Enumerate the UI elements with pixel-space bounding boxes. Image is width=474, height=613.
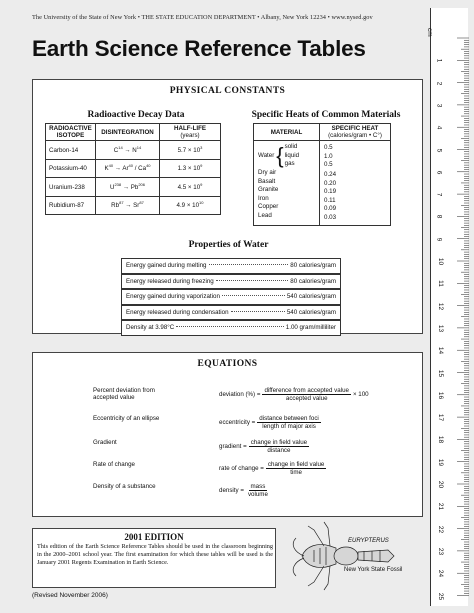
equation-lhs: rate of change = <box>219 465 264 473</box>
water-property-label: Energy gained during melting <box>126 262 207 270</box>
ruler-number: 25 <box>437 592 445 600</box>
water-property-cell <box>121 289 341 305</box>
heats-material-col <box>254 141 320 225</box>
decay-header-halflife: HALF-LIFE (years) <box>160 124 221 141</box>
decay-table <box>45 123 221 215</box>
ruler-number: 10 <box>437 257 445 266</box>
water-property-label: Density at 3.98°C <box>126 324 175 332</box>
water-property-cell <box>121 305 341 321</box>
water-property-row <box>121 305 341 321</box>
heat-material: Basalt <box>258 177 276 185</box>
heats-table <box>253 123 391 226</box>
water-property-row <box>121 289 341 305</box>
header-line: The University of the State of New York • THE STATE EDUCATION DEPARTMENT • Albany, New York 12234 • www.nysed.gov <box>32 14 373 21</box>
heat-value: 0.20 <box>324 179 337 187</box>
physical-constants-panel <box>32 79 423 334</box>
heat-value: 0.24 <box>324 171 337 179</box>
water-value-gas: 0.5 <box>324 161 333 169</box>
water-property-value: 80 calories/gram <box>290 277 336 285</box>
equations-panel <box>32 352 423 517</box>
water-property-cell <box>121 258 341 274</box>
leader-dots <box>222 295 285 296</box>
decay-disintegration: $C^{14} \to N^{14}$ <box>96 141 160 160</box>
heat-value: 0.03 <box>324 214 337 221</box>
decay-isotope: Potassium-40 <box>46 159 96 178</box>
heats-value-col <box>320 141 391 225</box>
ruler-number: 4 <box>435 125 443 130</box>
equation-denominator: accepted value <box>285 395 328 403</box>
fossil-name: EURYPTERUS <box>348 538 389 544</box>
water-property-value: 540 calories/gram <box>286 293 336 301</box>
ruler-number: 3 <box>435 103 443 108</box>
decay-header-disintegration: DISINTEGRATION <box>96 124 160 141</box>
decay-half-life: $4.9 \times 10^{10}$ <box>160 196 221 215</box>
equation-numerator: change in field value <box>267 461 325 468</box>
heat-material: Copper <box>258 203 279 211</box>
leader-dots <box>176 326 284 327</box>
ruler-number: 1 <box>435 58 443 63</box>
heat-material: Granite <box>258 186 279 194</box>
ruler-number: 24 <box>437 570 445 578</box>
revised-note: (Revised November 2006) <box>32 592 108 599</box>
ruler-number: 20 <box>437 480 445 489</box>
heat-value: 0.09 <box>324 205 337 213</box>
water-properties-title: Properties of Water <box>188 240 269 250</box>
ruler-number: 21 <box>437 503 445 511</box>
equation-denominator: distance <box>267 447 291 455</box>
edition-panel <box>32 528 276 588</box>
centimeter-ruler <box>426 8 468 606</box>
heat-material: Dry air <box>258 169 277 177</box>
equation-denominator: length of major axis <box>262 423 316 431</box>
ruler-number: 14 <box>437 347 445 355</box>
page-title: Earth Science Reference Tables <box>32 36 366 61</box>
ruler-number: 16 <box>437 391 445 399</box>
water-property-cell <box>121 320 341 336</box>
ruler-unit: cm <box>426 28 433 37</box>
equation-formula <box>219 415 323 431</box>
ruler-number: 6 <box>435 170 443 175</box>
ruler-number: 8 <box>435 215 443 219</box>
heats-header-material: MATERIAL <box>254 124 320 141</box>
water-state-gas: gas <box>284 160 295 168</box>
equation-label: Density of a substance <box>93 483 156 490</box>
water-properties-table <box>121 258 341 336</box>
equation-fraction <box>262 387 351 403</box>
ruler-number: 5 <box>435 148 443 152</box>
equation-numerator: change in field value <box>250 439 308 446</box>
decay-isotope: Uranium-238 <box>46 178 96 197</box>
equation-rhs: × 100 <box>352 391 369 399</box>
leader-dots <box>209 264 289 265</box>
decay-row <box>46 159 221 178</box>
equation-fraction <box>249 439 309 455</box>
equation-fraction <box>246 483 270 499</box>
ruler-number: 17 <box>437 413 445 422</box>
equation-lhs: density = <box>219 487 244 495</box>
decay-row <box>46 141 221 160</box>
ruler-number: 13 <box>437 324 445 333</box>
ruler-number: 9 <box>435 237 443 241</box>
decay-isotope: Rubidium-87 <box>46 196 96 215</box>
ruler-number: 2 <box>435 81 443 85</box>
ruler-number: 23 <box>437 547 445 556</box>
equations-title: EQUATIONS <box>197 359 258 369</box>
ruler-number: 11 <box>436 280 444 288</box>
equation-fraction <box>257 415 321 431</box>
decay-half-life: $1.3 \times 10^9$ <box>160 159 221 178</box>
decay-disintegration: $K^{40} \to Ar^{40} / Ca^{40}$ <box>96 159 160 178</box>
equation-lhs: deviation (%) = <box>219 391 261 399</box>
leader-dots <box>216 280 289 281</box>
ruler-number: 7 <box>435 192 443 197</box>
equation-label: Percent deviation from accepted value <box>93 387 155 402</box>
ruler-number: 15 <box>437 369 445 377</box>
water-property-label: Energy released during freezing <box>126 277 214 285</box>
equation-formula <box>219 387 369 403</box>
equation-numerator: distance between foci <box>259 415 319 422</box>
ruler-number: 19 <box>437 458 445 466</box>
heat-value: 0.19 <box>324 188 337 196</box>
leader-dots <box>231 311 285 312</box>
brace-icon: { <box>276 143 284 169</box>
water-property-row <box>121 258 341 274</box>
water-state-liquid: liquid <box>284 151 300 159</box>
water-property-cell <box>121 274 341 290</box>
ruler-number: 22 <box>437 525 445 533</box>
physical-constants-title: PHYSICAL CONSTANTS <box>169 86 286 96</box>
decay-header-isotope: RADIOACTIVE ISOTOPE <box>46 124 96 141</box>
equation-formula <box>219 461 328 477</box>
decay-row <box>46 178 221 197</box>
water-property-value: 80 calories/gram <box>290 262 336 270</box>
water-value-liquid: 1.0 <box>324 152 333 160</box>
edition-title: 2001 EDITION <box>124 532 184 542</box>
equation-label: Gradient <box>93 439 117 446</box>
equation-numerator: mass <box>250 483 266 490</box>
water-label: Water <box>258 152 275 160</box>
decay-half-life: $5.7 \times 10^3$ <box>160 141 221 160</box>
ruler-number: 12 <box>437 302 445 310</box>
equation-lhs: eccentricity = <box>219 419 256 427</box>
edition-body: This edition of the Earth Science Reference Tables should be used in the classroom beginning in the 2000–2001 school year. The first examination for which these tables will be used is the January 2001 Regents Examination in Earth Science. <box>37 543 273 567</box>
equation-label: Eccentricity of an ellipse <box>93 415 160 422</box>
heats-header-specific-heat: SPECIFIC HEAT (calories/gram • C°) <box>320 124 391 141</box>
water-property-label: Energy released during condensation <box>126 308 229 316</box>
equation-lhs: gradient = <box>219 443 247 451</box>
equation-numerator: difference from accepted value <box>264 387 349 394</box>
water-property-label: Energy gained during vaporization <box>126 293 220 301</box>
water-property-value: 1.00 gram/milliliter <box>285 324 336 332</box>
decay-row <box>46 196 221 215</box>
heat-material: Lead <box>258 212 272 219</box>
water-value-solid: 0.5 <box>324 144 333 152</box>
water-state-solid: solid <box>284 143 298 151</box>
equation-fraction <box>266 461 326 477</box>
equation-denominator: time <box>290 469 302 477</box>
decay-isotope: Carbon-14 <box>46 141 96 160</box>
decay-disintegration: $Rb^{87} \to Sr^{87}$ <box>96 196 160 215</box>
ruler-number: 18 <box>437 436 445 444</box>
equation-formula <box>219 439 311 455</box>
decay-disintegration: $U^{238} \to Pb^{206}$ <box>96 178 160 197</box>
decay-title: Radioactive Decay Data <box>87 110 185 120</box>
eurypterus-fossil-icon <box>284 516 424 596</box>
water-property-value: 540 calories/gram <box>286 308 336 316</box>
heat-value: 0.11 <box>324 196 336 204</box>
equation-denominator: volume <box>247 491 268 499</box>
equation-label: Rate of change <box>93 461 135 468</box>
heats-title: Specific Heats of Common Materials <box>251 110 401 120</box>
decay-half-life: $4.5 \times 10^9$ <box>160 178 221 197</box>
water-property-row <box>121 274 341 290</box>
equation-formula <box>219 483 272 499</box>
water-property-row <box>121 320 341 336</box>
heat-material: Iron <box>258 194 269 202</box>
fossil-caption: New York State Fossil <box>344 567 403 573</box>
